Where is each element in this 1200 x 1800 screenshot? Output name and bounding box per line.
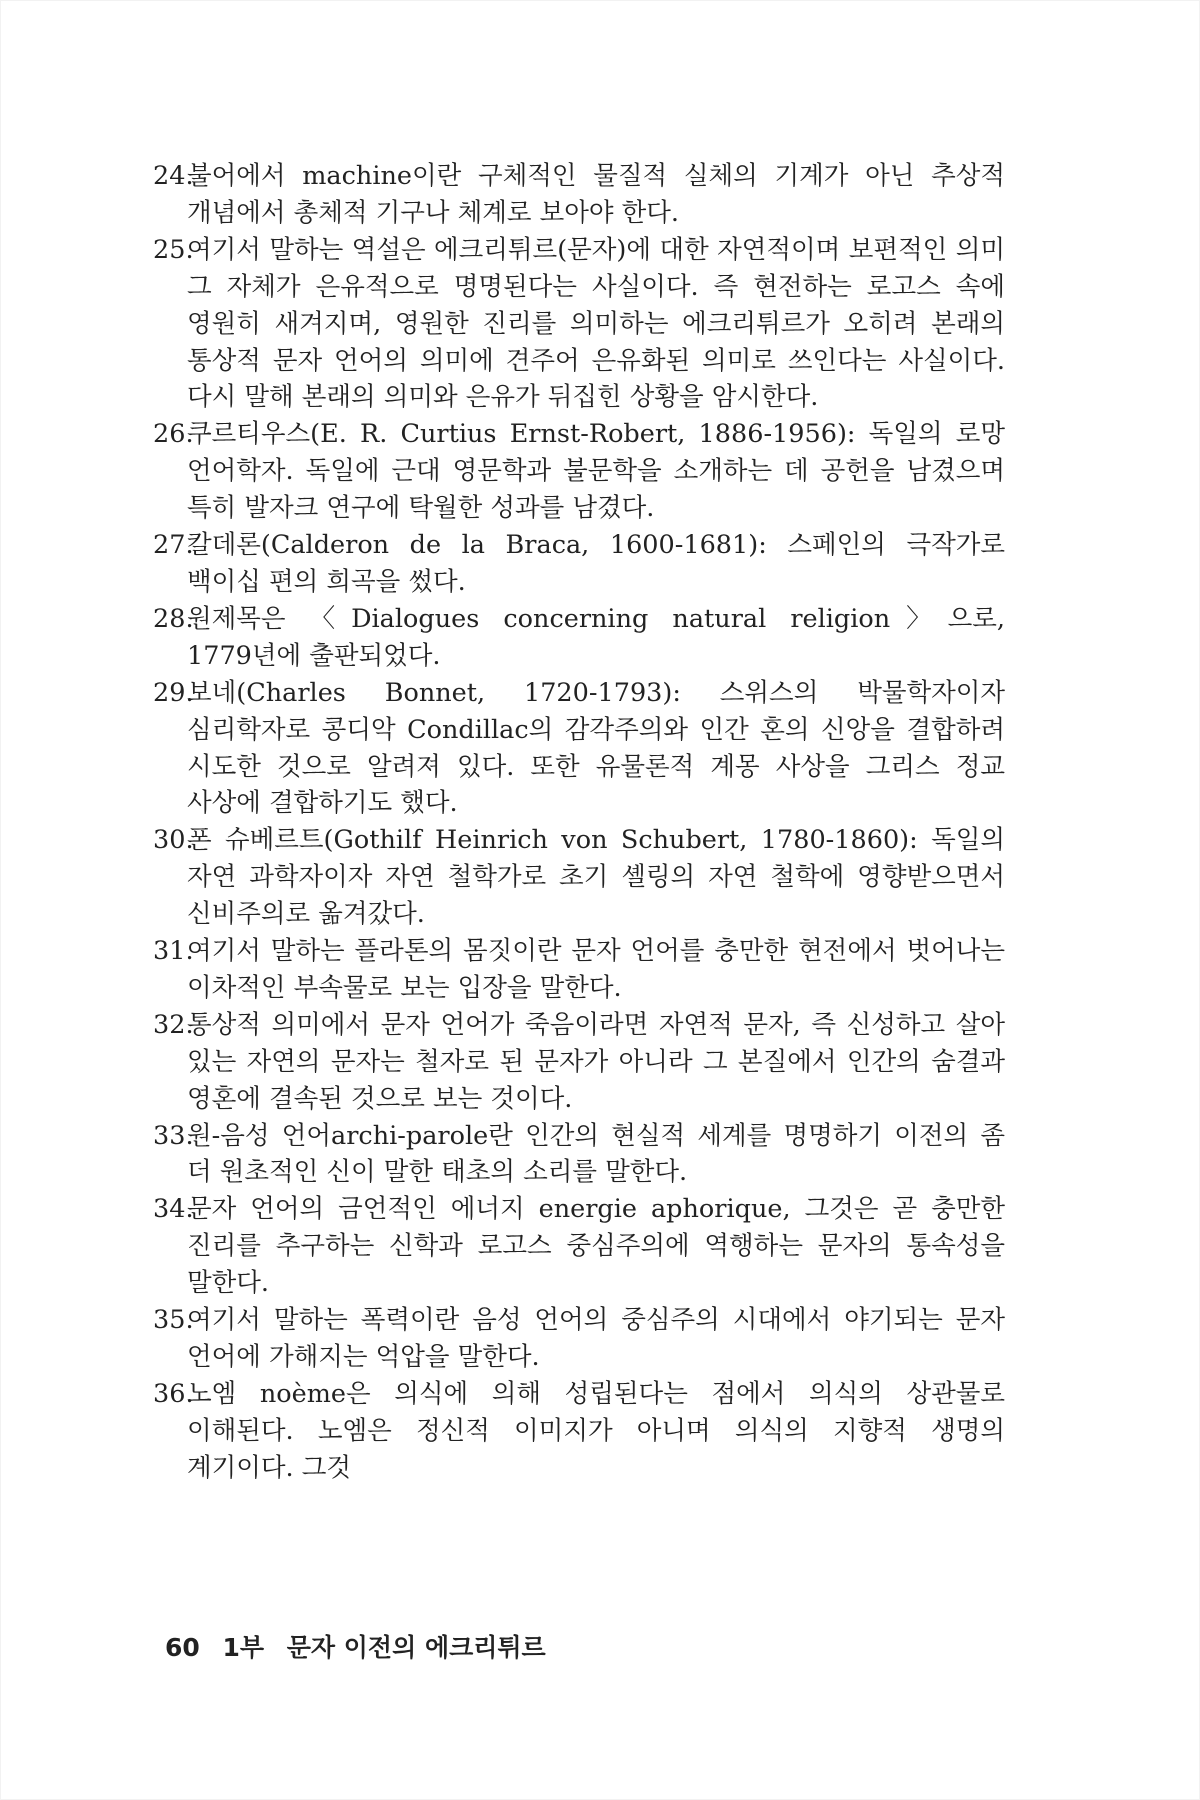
endnote-item: [155, 1118, 1005, 1192]
part-label: 1부: [222, 1633, 265, 1662]
endnote-text: 원제목은 〈Dialogues concerning natural religion〉으로, 1779년에 출판되었다.: [187, 603, 1005, 671]
endnote-number: 35.: [153, 1305, 194, 1336]
endnote-text: 보네(Charles Bonnet, 1720-1793): 스위스의 박물학자이자 심리학자로 콩디악 Condillac의 감각주의와 인간 혼의 신앙을 결합하려 시도한 것으로 알려져 있다. 또한 유물론적 계몽 사상을 그리스 정교 사상에 결합하기도 했다.: [187, 677, 1005, 819]
endnote-number: 31.: [153, 936, 194, 967]
page-footer: [165, 1628, 560, 1664]
endnote-item: [155, 1376, 1005, 1487]
endnote-text: 통상적 의미에서 문자 언어가 죽음이라면 자연적 문자, 즉 신성하고 살아 있는 자연의 문자는 철자로 된 문자가 아니라 그 본질에서 인간의 숨결과 영혼에 결속된 것으로 보는 것이다.: [187, 1009, 1005, 1114]
endnote-text: 여기서 말하는 폭력이란 음성 언어의 중심주의 시대에서 야기되는 문자 언어에 가해지는 억압을 말한다.: [187, 1305, 1005, 1372]
endnote-item: [155, 1191, 1005, 1302]
endnote-item: [155, 416, 1005, 527]
endnote-text: 불어에서 machine이란 구체적인 물질적 실체의 기계가 아닌 추상적 개념에서 총체적 기구나 체계로 보아야 한다.: [187, 161, 1005, 228]
endnote-number: 30.: [153, 825, 194, 856]
running-title: 문자 이전의 에크리튀르: [286, 1633, 546, 1662]
endnotes-list: [155, 158, 1005, 1487]
endnote-number: 28.: [153, 603, 194, 634]
endnote-text: 원-음성 언어archi-parole란 인간의 현실적 세계를 명명하기 이전의 좀 더 원초적인 신이 말한 태초의 소리를 말한다.: [187, 1120, 1005, 1188]
endnote-text: 여기서 말하는 역설은 에크리튀르(문자)에 대한 자연적이며 보편적인 의미 그 자체가 은유적으로 명명된다는 사실이다. 즉 현전하는 로고스 속에 영원히 새겨지며, 영원한 진리를 의미하는 에크리튀르가 오히려 본래의 통상적 문자 언어의 의미에 견주어 은유화된 의미로 쓰인다는 사실이다. 다시 말해 본래의 의미와 은유가 뒤집힌 상황을 암시한다.: [187, 234, 1005, 413]
endnote-number: 33.: [153, 1120, 194, 1151]
endnote-item: [155, 675, 1005, 823]
endnote-item: [155, 822, 1005, 933]
endnote-number: 34.: [153, 1194, 194, 1225]
endnote-item: [155, 232, 1005, 417]
endnote-number: 24.: [153, 161, 194, 191]
endnote-text: 여기서 말하는 플라톤의 몸짓이란 문자 언어를 충만한 현전에서 벗어나는 이차적인 부속물로 보는 입장을 말한다.: [187, 936, 1005, 1003]
endnote-number: 27.: [153, 530, 194, 561]
endnote-item: [155, 1302, 1005, 1376]
endnote-text: 폰 슈베르트(Gothilf Heinrich von Schubert, 1780-1860): 독일의 자연 과학자이자 자연 철학가로 초기 셸링의 자연 철학에 영향받으면서 신비주의로 옮겨갔다.: [187, 825, 1005, 930]
endnote-item: [155, 933, 1005, 1007]
endnote-item: [155, 1007, 1005, 1118]
endnote-text: 쿠르티우스(E. R. Curtius Ernst-Robert, 1886-1956): 독일의 로망 언어학자. 독일에 근대 영문학과 불문학을 소개하는 데 공헌을 남겼으며 특히 발자크 연구에 탁월한 성과를 남겼다.: [187, 419, 1005, 524]
endnote-text: 칼데론(Calderon de la Braca, 1600-1681): 스페인의 극작가로 백이십 편의 희곡을 썼다.: [187, 530, 1005, 597]
page-number: 60: [165, 1633, 200, 1662]
endnote-text: 노엠 noème은 의식에 의해 성립된다는 점에서 의식의 상관물로 이해된다. 노엠은 정신적 이미지가 아니며 의식의 지향적 생명의 계기이다. 그것: [187, 1378, 1005, 1483]
endnote-item: [155, 158, 1005, 232]
endnote-text: 문자 언어의 금언적인 에너지 energie aphorique, 그것은 곧 충만한 진리를 추구하는 신학과 로고스 중심주의에 역행하는 문자의 통속성을 말한다.: [187, 1194, 1005, 1299]
endnote-item: [155, 601, 1005, 675]
endnote-number: 32.: [153, 1009, 194, 1040]
endnote-number: 26.: [153, 419, 194, 450]
endnote-number: 36.: [153, 1378, 194, 1409]
endnote-number: 29.: [153, 677, 194, 708]
endnote-item: [155, 527, 1005, 601]
endnote-number: 25.: [153, 234, 194, 265]
